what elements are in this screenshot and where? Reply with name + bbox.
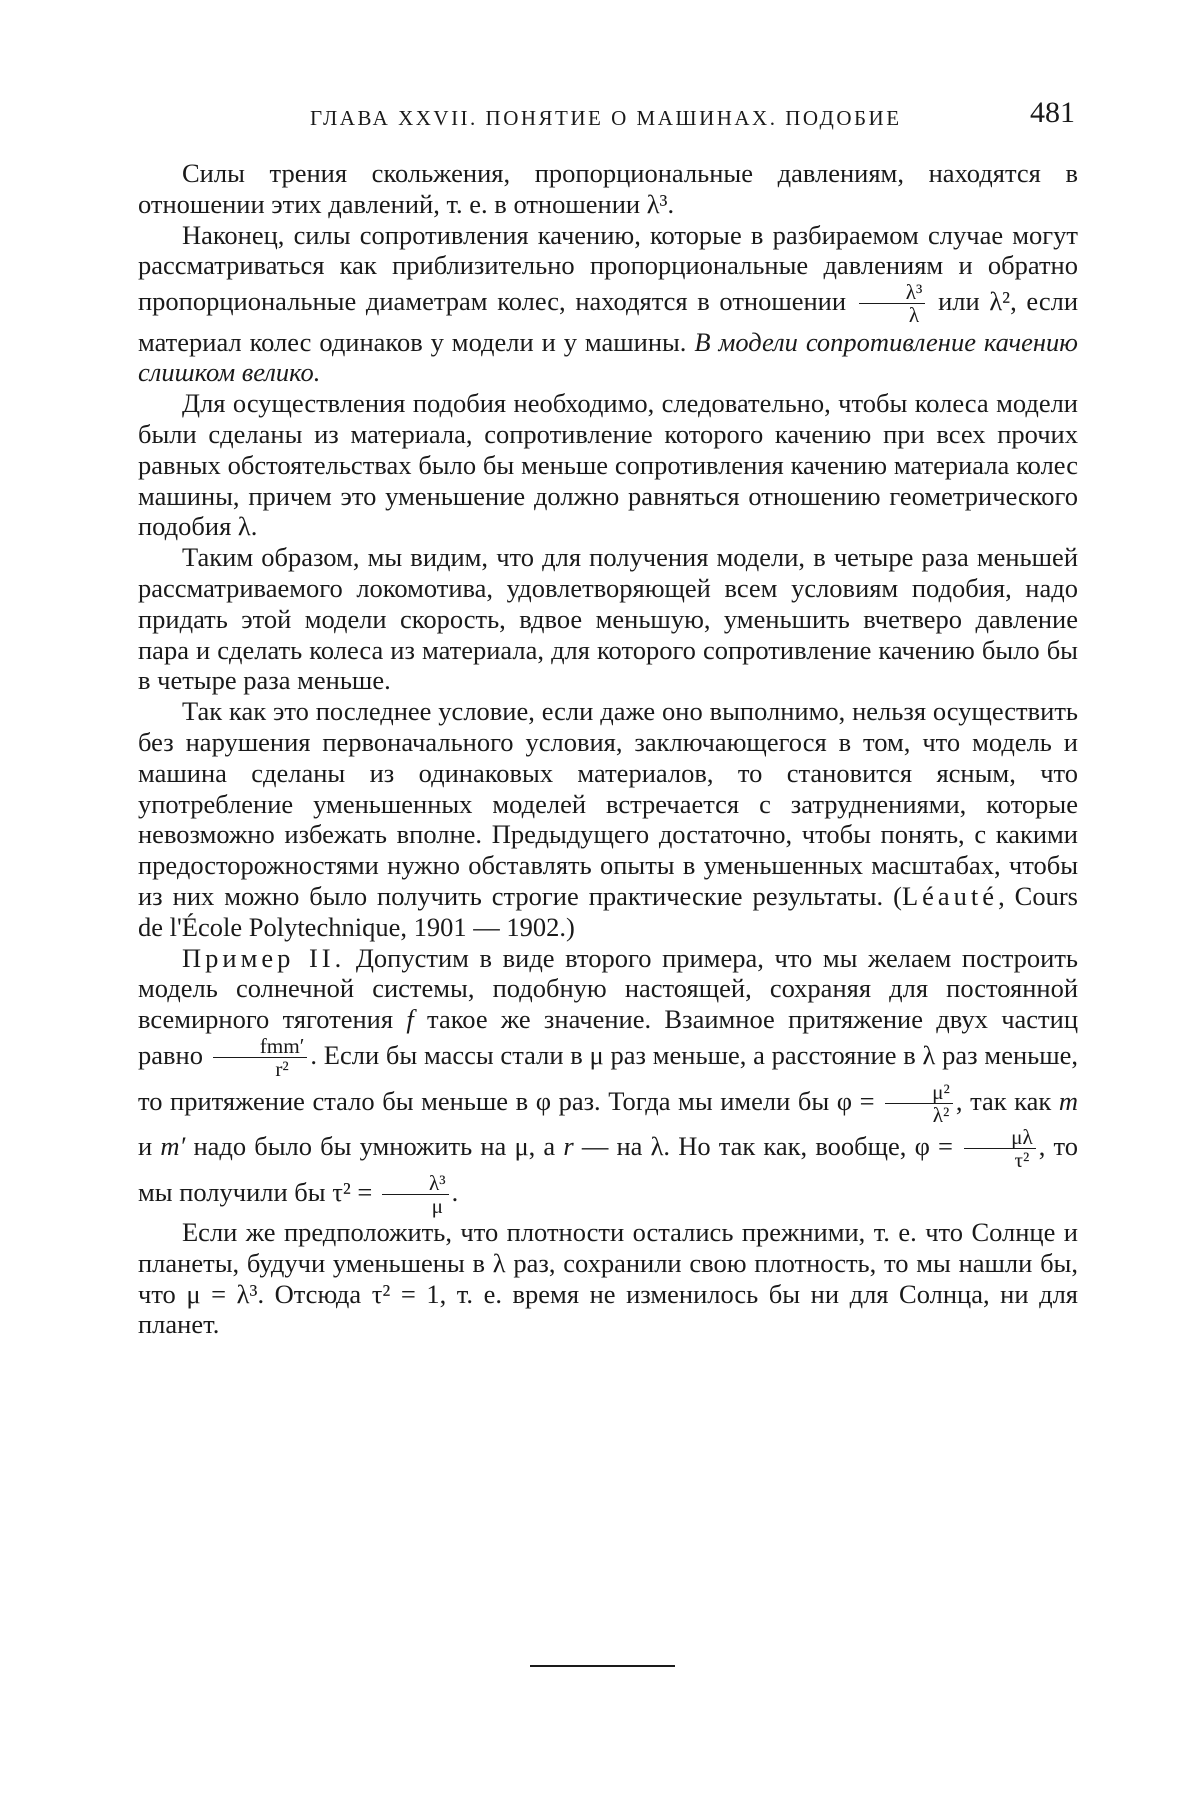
fraction-lambda-cubed-over-lambda: $\frac{\text{λ³}}{\lambda}$ [859,281,926,327]
page-header [140,92,1075,132]
paragraph-rolling-resistance: Наконец, силы сопротивления качению, которые в разбираемом случае могут рассматриваться как приблизительно пропорциональные давлениям и обратно пропорциональные диаметрам колес, находятся в отношении $\frac{\text{λ³}}{\lambda}$ или λ², если материал колес одинаков у модели и у машины. В модели сопротивление качению слишком велико. [138,219,1079,388]
end-rule [530,1665,675,1667]
paragraph-density-conclusion: Если же предположить, что плотности остались прежними, т. е. что Солнце и планеты, будучи уменьшены в λ раз, сохранили свою плотность, то мы нашли бы, что μ = λ³. Отсюда τ² = 1, т. е. время не изменилось бы ни для Солнца, ни для планет. [138,1217,1078,1340]
running-head: ГЛАВА XXVII. ПОНЯТИЕ О МАШИНАХ. ПОДОБИЕ [310,106,902,130]
fraction-gravity: $\frac{\text{fmm′}}{\text{r²}}$ [213,1035,308,1081]
example-label: Пример II. [182,942,346,973]
fraction-mu-squared-over-lambda-squared: $\frac{\text{μ²}}{\text{λ²}}$ [885,1081,953,1127]
paragraph-example-two: Пример II. Допустим в виде второго примера, что мы желаем построить модель солнечной системы, подобную настоящей, сохраняя для постоянной всемирного тяготения f такое же значение. Взаимное притяжение двух частиц равно $\frac{\text{fmm′}}{\text{r²}}$ . Если бы массы стали в μ раз меньше, а расстояние в λ раз меньше, то притяжение стало бы меньше в φ раз. Тогда мы имели бы φ = $\frac{\text{μ²}}{\text{λ²}}$ , так как m и m′ надо было бы умножить на μ, а r — на λ. Но так как, вообще, φ = $\frac{\mu\lambda}{\text{τ²}}$ , то мы получили бы τ² = $\frac{\text{λ³}}{\mu}$ . [138,942,1079,1218]
fraction-lambda-cubed-over-mu: $\frac{\text{λ³}}{\mu}$ [382,1172,449,1218]
paragraph-friction: Силы трения скольжения, пропорциональные давлениям, находятся в отношении этих давлений, т. е. в отношении λ³. [138,158,1078,219]
paragraph-similarity-condition: Для осуществления подобия необходимо, следовательно, чтобы колеса модели были сделаны из материала, сопротивление которого качению при всех прочих равных обстоятельствах было бы меньше сопротивления качению материала колес машины, причем это уменьшение должно равняться отношению геометрического подобия λ. [138,388,1078,542]
paragraph-locomotive-model: Таким образом, мы видим, что для получения модели, в четыре раза меньшей рассматриваемого локомотива, удовлетворяющей всем условиям подобия, надо придать этой модели скорость, вдвое меньшую, уменьшить вчетверо давление пара и сделать колеса из материала, для которого сопротивление качению было бы в четыре раза меньше. [138,542,1078,696]
paragraph-difficulties: Так как это последнее условие, если даже оно выполнимо, нельзя осуществить без нарушения первоначального условия, заключающегося в том, что модель и машина сделаны из одинаковых материалов, то становится ясным, что употребление уменьшенных моделей встречается с затруднениями, которые невозможно избежать вполне. Предыдущего достаточно, чтобы понять, с какими предосторожностями нужно обставлять опыты в уменьшенных масштабах, чтобы из них можно было получить строгие практические результаты. (Léauté, Cours de l'École Polytechnique, 1901 — 1902.) [138,696,1078,942]
italic-conclusion: В модели сопротивление качению слишком велико. [138,326,1078,388]
page-number: 481 [1030,96,1075,129]
author-name: Léauté [901,881,999,912]
fraction-mu-lambda-over-tau-squared: $\frac{\mu\lambda}{\text{τ²}}$ [964,1126,1036,1172]
body-text [138,158,1078,1340]
